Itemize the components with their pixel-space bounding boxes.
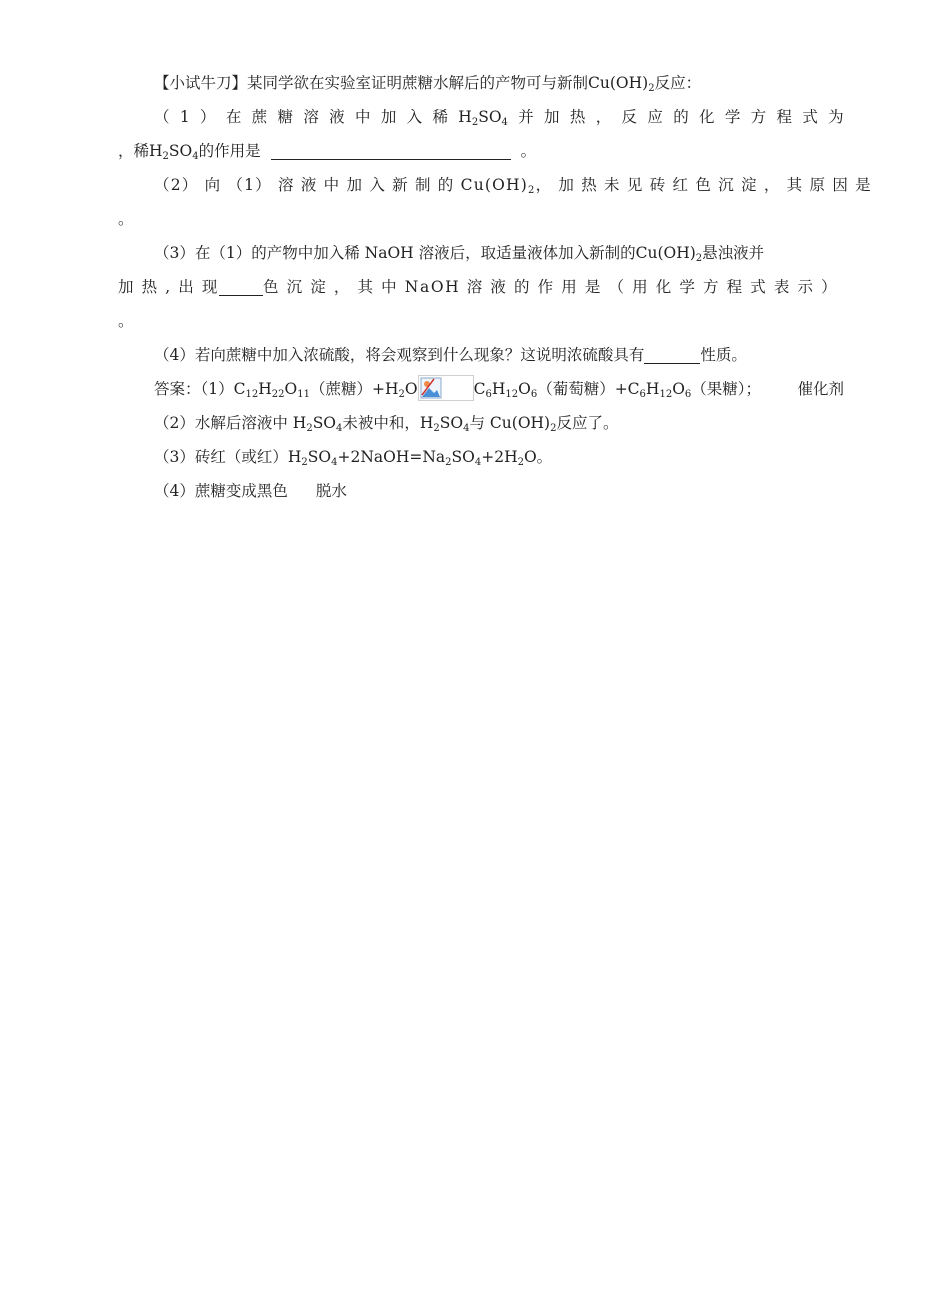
q1-char: 为 xyxy=(828,108,844,126)
q1-char: 化 xyxy=(699,108,715,126)
q1-char: 反 xyxy=(621,108,638,126)
q1-char: 加 xyxy=(544,108,560,126)
q1-char: 学 xyxy=(724,108,741,126)
catalyst-label: 催化剂 xyxy=(797,380,844,398)
question-1-line-1 xyxy=(118,100,844,134)
document-body xyxy=(118,66,872,508)
question-2-line-1: （2） 向 （1） 溶 液 中 加 入 新 制 的 $Cu(OH)_2$， 加 热 未 见 砖 红 色 沉 淀 ， 其 原 因 是 xyxy=(154,176,872,196)
answer-4: （4）蔗糖变成黑色 脱水 xyxy=(154,482,347,500)
question-3-line-1: （3）在（1）的产物中加入稀 NaOH 溶液后，取适量液体加入新制的$Cu(OH)_2$悬浊液并 xyxy=(154,244,765,264)
answer-1: 答案：$(1)C_{12}H_{22}O_{11}$（蔗糖）$+H_2O$ $C_6H_{12}O_6$（葡萄糖）$+C_6H_{12}O_6$（果糖）； 催化剂 xyxy=(118,372,844,406)
question-3-line-3: 。 xyxy=(118,312,134,330)
title-tag: 【小试牛刀】 xyxy=(154,74,248,92)
q1-char: 方 xyxy=(750,108,767,126)
q1-char: 在 xyxy=(225,108,242,126)
q1-char: 加 xyxy=(380,108,397,126)
broken-image-icon xyxy=(418,375,474,401)
answer-label: 答案： xyxy=(154,380,201,398)
answer-2: （2）水解后溶液中 $H_2SO_4$未被中和，$H_2SO_4$与 $Cu(OH)_2$反应了。 xyxy=(154,414,619,434)
q1-char: ， xyxy=(595,108,612,126)
q1-char: 稀 xyxy=(432,108,448,126)
q1-char: 入 xyxy=(406,108,423,126)
q1-char: 蔗 xyxy=(251,108,268,126)
answer-blank-color[interactable] xyxy=(219,275,263,296)
question-3-line-2: 加 热 , 出 现 色 沉 淀 ， 其 中 NaOH 溶 液 的 作 用 是 （ 用 化 学 方 程 式 表 示 ） xyxy=(118,270,844,304)
q1-char: 液 xyxy=(329,108,345,126)
answer-3: （3）砖红（或红）$H_2SO_4+2NaOH=Na_2SO_4+2H_2O$。 xyxy=(154,448,553,468)
question-1-line-2: ，稀$H_2SO_4$的作用是 。 xyxy=(118,134,844,168)
q1-char: 程 xyxy=(776,108,793,126)
question-2-line-2: 。 xyxy=(118,210,134,228)
question-4: （4）若向蔗糖中加入浓硫酸，将会观察到什么现象？这说明浓硫酸具有 性质。 xyxy=(118,338,844,372)
answer-blank-1[interactable] xyxy=(271,137,511,160)
q1-char: 式 xyxy=(802,108,818,126)
q1-char: 的 xyxy=(673,108,689,126)
q1-char: 1 xyxy=(179,108,190,126)
q1-char: 应 xyxy=(647,108,663,126)
answer-blank-property[interactable] xyxy=(644,343,700,364)
q1-char: $H_2SO_4$ xyxy=(458,108,508,128)
q1-char: 糖 xyxy=(277,108,294,126)
title-text: 某同学欲在实验室证明蔗糖水解后的产物可与新制 xyxy=(247,74,589,92)
problem-title: 【小试牛刀】某同学欲在实验室证明蔗糖水解后的产物可与新制$Cu(OH)_2$反应： xyxy=(154,74,702,94)
q1-char: ） xyxy=(200,108,216,126)
q1-char: （ xyxy=(154,108,170,126)
q1-char: 中 xyxy=(354,108,371,126)
q1-char: 热 xyxy=(569,108,586,126)
q1-char: 并 xyxy=(518,108,534,126)
q1-char: 溶 xyxy=(303,108,319,126)
